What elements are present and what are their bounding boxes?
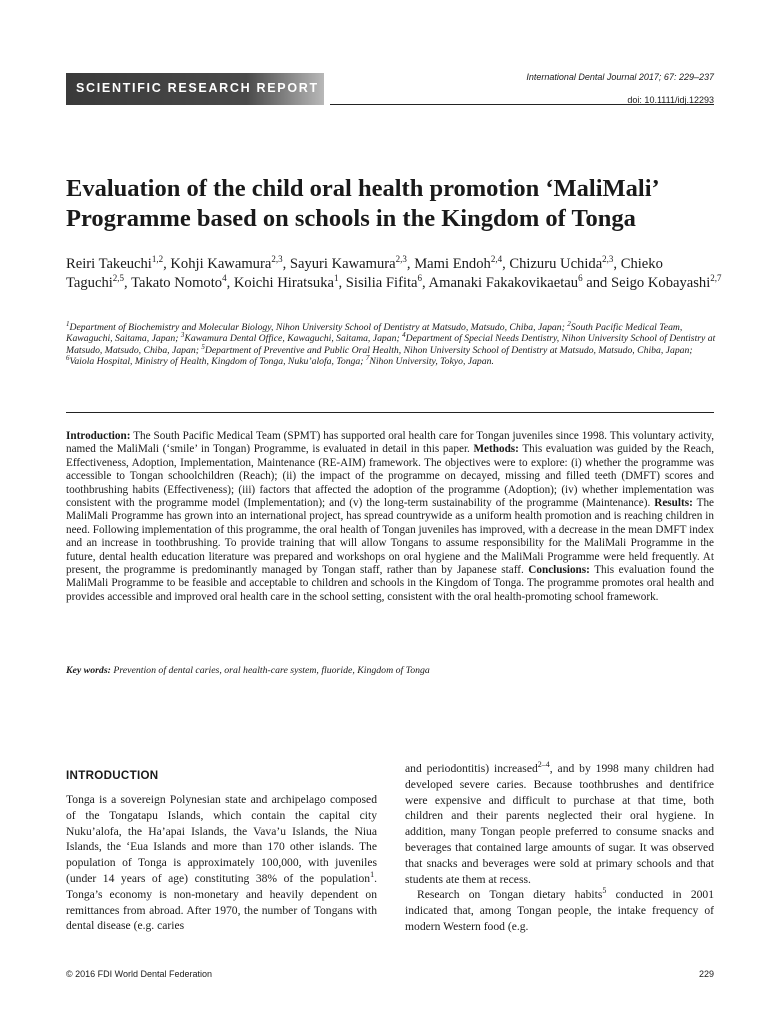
body-text: and periodontitis) increased bbox=[405, 762, 538, 775]
body-paragraph bbox=[405, 761, 714, 887]
keywords-label: Key words: bbox=[66, 665, 111, 676]
citation-ref[interactable]: 5 bbox=[602, 886, 607, 896]
abstract-introduction-label: Introduction: bbox=[66, 430, 131, 442]
keywords-text: Prevention of dental caries, oral health-care system, fluoride, Kingdom of Tonga bbox=[113, 665, 430, 676]
affiliation-text: Vaiola Hospital, Ministry of Health, Kingdom of Tonga, Nuku’alofa, Tonga; bbox=[69, 355, 366, 367]
section-heading-introduction: INTRODUCTION bbox=[66, 769, 159, 782]
author-affiliation-ref: 1 bbox=[333, 273, 339, 284]
journal-citation: International Dental Journal 2017; 67: 229–237 bbox=[526, 72, 714, 82]
affiliation-text: South Pacific Medical Team, Kawaguchi, Saitama, Japan; bbox=[66, 322, 683, 345]
report-type-label: SCIENTIFIC RESEARCH REPORT bbox=[76, 81, 319, 95]
abstract bbox=[66, 430, 714, 604]
body-text: Tonga is a sovereign Polynesian state and archipelago composed of the Tongatapu Islands, which contain the capital city Nuku’alofa, the Ha’apai Islands, the Vava’u Islands, the Niua Islands, the ‘Eua Islands and more than 170 other islands. The population of Tonga is approximately 100,000, with juveniles (under 14 years of age) constituting 38% of the population bbox=[66, 793, 377, 885]
author-name: Mami Endoh bbox=[414, 256, 491, 272]
affiliation-number: 4 bbox=[402, 331, 406, 340]
author-affiliation-ref: 2,3 bbox=[395, 254, 407, 265]
author-name: Kohji Kawamura bbox=[170, 256, 272, 272]
author-name: Chizuru Uchida bbox=[509, 256, 603, 272]
keywords bbox=[66, 665, 714, 676]
author-separator: , bbox=[338, 275, 346, 291]
doi-link[interactable]: doi: 10.1111/idj.12293 bbox=[627, 95, 714, 105]
affiliation-number: 3 bbox=[180, 331, 185, 340]
author-name: Reiri Takeuchi bbox=[66, 256, 152, 272]
affiliation-number: 6 bbox=[66, 353, 70, 362]
author-separator: , bbox=[422, 275, 429, 291]
author-name: Koichi Hiratsuka bbox=[233, 275, 334, 291]
affiliation-number: 2 bbox=[567, 319, 571, 328]
abstract-methods-label: Methods: bbox=[473, 443, 519, 456]
affiliation-number: 7 bbox=[365, 353, 370, 362]
body-text: conducted in 2001 indicated that, among Tongan people, the intake frequency of modern Western food (e.g. bbox=[405, 888, 715, 933]
body-paragraph bbox=[66, 792, 377, 934]
affiliations bbox=[66, 319, 716, 367]
affiliation-text: Department of Biochemistry and Molecular Biology, Nihon University School of Dentistry at Matsudo, Matsudo, Chiba, Japan; bbox=[69, 322, 568, 333]
author-affiliation-ref: 6 bbox=[578, 273, 583, 284]
abstract-conclusions: This evaluation found the MaliMali Programme to be feasible and acceptable to children and schools in the Kingdom of Tonga. The programme promotes oral health and provides accessible and improved oral health care in the school setting, consistent with the oral health-promoting school framework. bbox=[66, 564, 714, 603]
author-affiliation-ref: 1,2 bbox=[151, 254, 164, 265]
citation-ref[interactable]: 2–4 bbox=[537, 760, 550, 770]
body-paragraph bbox=[405, 887, 714, 934]
abstract-introduction: The South Pacific Medical Team (SPMT) has supported oral health care for Tongan juveniles since 1998. This voluntary activity, named the MaliMali (‘smile’ in Tongan) Programme, is evaluated in detail in this paper. bbox=[66, 430, 714, 456]
author-affiliation-ref: 2,4 bbox=[490, 254, 503, 265]
author-affiliation-ref: 2,3 bbox=[602, 254, 614, 265]
author-name: Seigo Kobayashi bbox=[610, 275, 711, 291]
author-list bbox=[66, 255, 726, 293]
affiliation-number: 5 bbox=[201, 342, 205, 351]
citation-ref[interactable]: 1 bbox=[370, 870, 375, 880]
author-affiliation-ref: 2,7 bbox=[710, 273, 722, 284]
abstract-conclusions-label: Conclusions: bbox=[528, 564, 590, 577]
body-text: , and by 1998 many children had developed severe caries. Because toothbrushes and dentifrice were expensive and difficult to purchase at that time, both children and their parents neglected their oral hygiene. In addition, many Tongan people preferred to consume snacks and beverages that contained large amounts of sugar. It was observed that snacks and beverages were sold at primary schools and that students ate them at recess. bbox=[405, 762, 714, 886]
author-affiliation-ref: 6 bbox=[417, 273, 423, 284]
author-separator: , bbox=[613, 256, 621, 272]
body-column-right bbox=[405, 761, 714, 935]
author-separator: , bbox=[226, 275, 234, 291]
author-name: Amanaki Fakakovikaetau bbox=[428, 275, 579, 291]
author-name: Takato Nomoto bbox=[131, 275, 223, 291]
author-separator: , bbox=[282, 256, 290, 272]
author-separator: , bbox=[406, 256, 415, 272]
abstract-results-label: Results: bbox=[654, 497, 693, 510]
author-affiliation-ref: 2,3 bbox=[271, 254, 283, 265]
author-separator: , bbox=[124, 275, 132, 291]
footer-copyright: © 2016 FDI World Dental Federation bbox=[66, 969, 213, 979]
body-text: Research on Tongan dietary habits bbox=[417, 888, 603, 902]
author-separator: , bbox=[502, 256, 510, 272]
body-text: . Tonga’s economy is non-monetary and heavily dependent on remittances from abroad. After 1970, the number of Tongans with dental disease (e.g. caries bbox=[66, 871, 377, 933]
affiliation-text: Kawamura Dental Office, Kawaguchi, Saitama, Japan; bbox=[184, 333, 403, 345]
abstract-results: The MaliMali Programme has grown into an international project, has spread countrywide as a uniform health promotion and is reaching children in need. Following implementation of this programme, the oral health of Tongan juveniles has improved, with a decrease in the mean DMFT index and an increase in toothbrushing. To provide training that will allow Tongans to assume responsibility for the MaliMali Programme in the future, dental health education literature was prepared and workshops on oral hygiene and the MaliMali Programme were held frequently. At present, the programme is predominantly managed by Tongan staff, rather than by Japanese staff. bbox=[66, 497, 715, 577]
author-separator: and bbox=[582, 275, 611, 291]
abstract-methods: This evaluation was guided by the Reach, Effectiveness, Adoption, Implementation, Maintenance (RE-AIM) framework. The objectives were to explore: (i) whether the programme was accessible to Tongan schoolchildren (Reach); (ii) the impact of the programme on decayed, missing and filled teeth (DMFT) scores and toothbrushing habits (Effectiveness); (iii) factors that affected the adoption of the programme (Adoption); (iv) whether implementation was consistent with the programme model (Implementation); and (v) the long-term sustainability of the programme (Maintenance). bbox=[66, 443, 715, 510]
author-affiliation-ref: 2,5 bbox=[112, 273, 125, 284]
author-separator: , bbox=[163, 256, 171, 272]
body-column-left bbox=[66, 792, 377, 934]
affiliation-text: Department of Special Needs Dentistry, Nihon University School of Dentistry at Matsudo, Matsudo, Chiba, Japan; bbox=[66, 333, 716, 356]
author-name: Sayuri Kawamura bbox=[289, 256, 396, 272]
page-number: 229 bbox=[698, 969, 714, 979]
author-affiliation-ref: 4 bbox=[222, 273, 227, 284]
abstract-rule bbox=[66, 412, 714, 413]
affiliation-number: 1 bbox=[66, 319, 70, 328]
affiliation-text: Nihon University, Tokyo, Japan. bbox=[369, 355, 494, 367]
affiliation-text: Department of Preventive and Public Oral Health, Nihon University School of Dentistry at Matsudo, Matsudo, Chiba, Japan; bbox=[204, 344, 693, 356]
author-name: Chieko Taguchi bbox=[66, 256, 663, 291]
article-title: Evaluation of the child oral health promotion ‘MaliMali’ Programme based on schools in the Kingdom of Tonga bbox=[66, 175, 658, 232]
author-name: Sisilia Fifita bbox=[345, 275, 418, 291]
